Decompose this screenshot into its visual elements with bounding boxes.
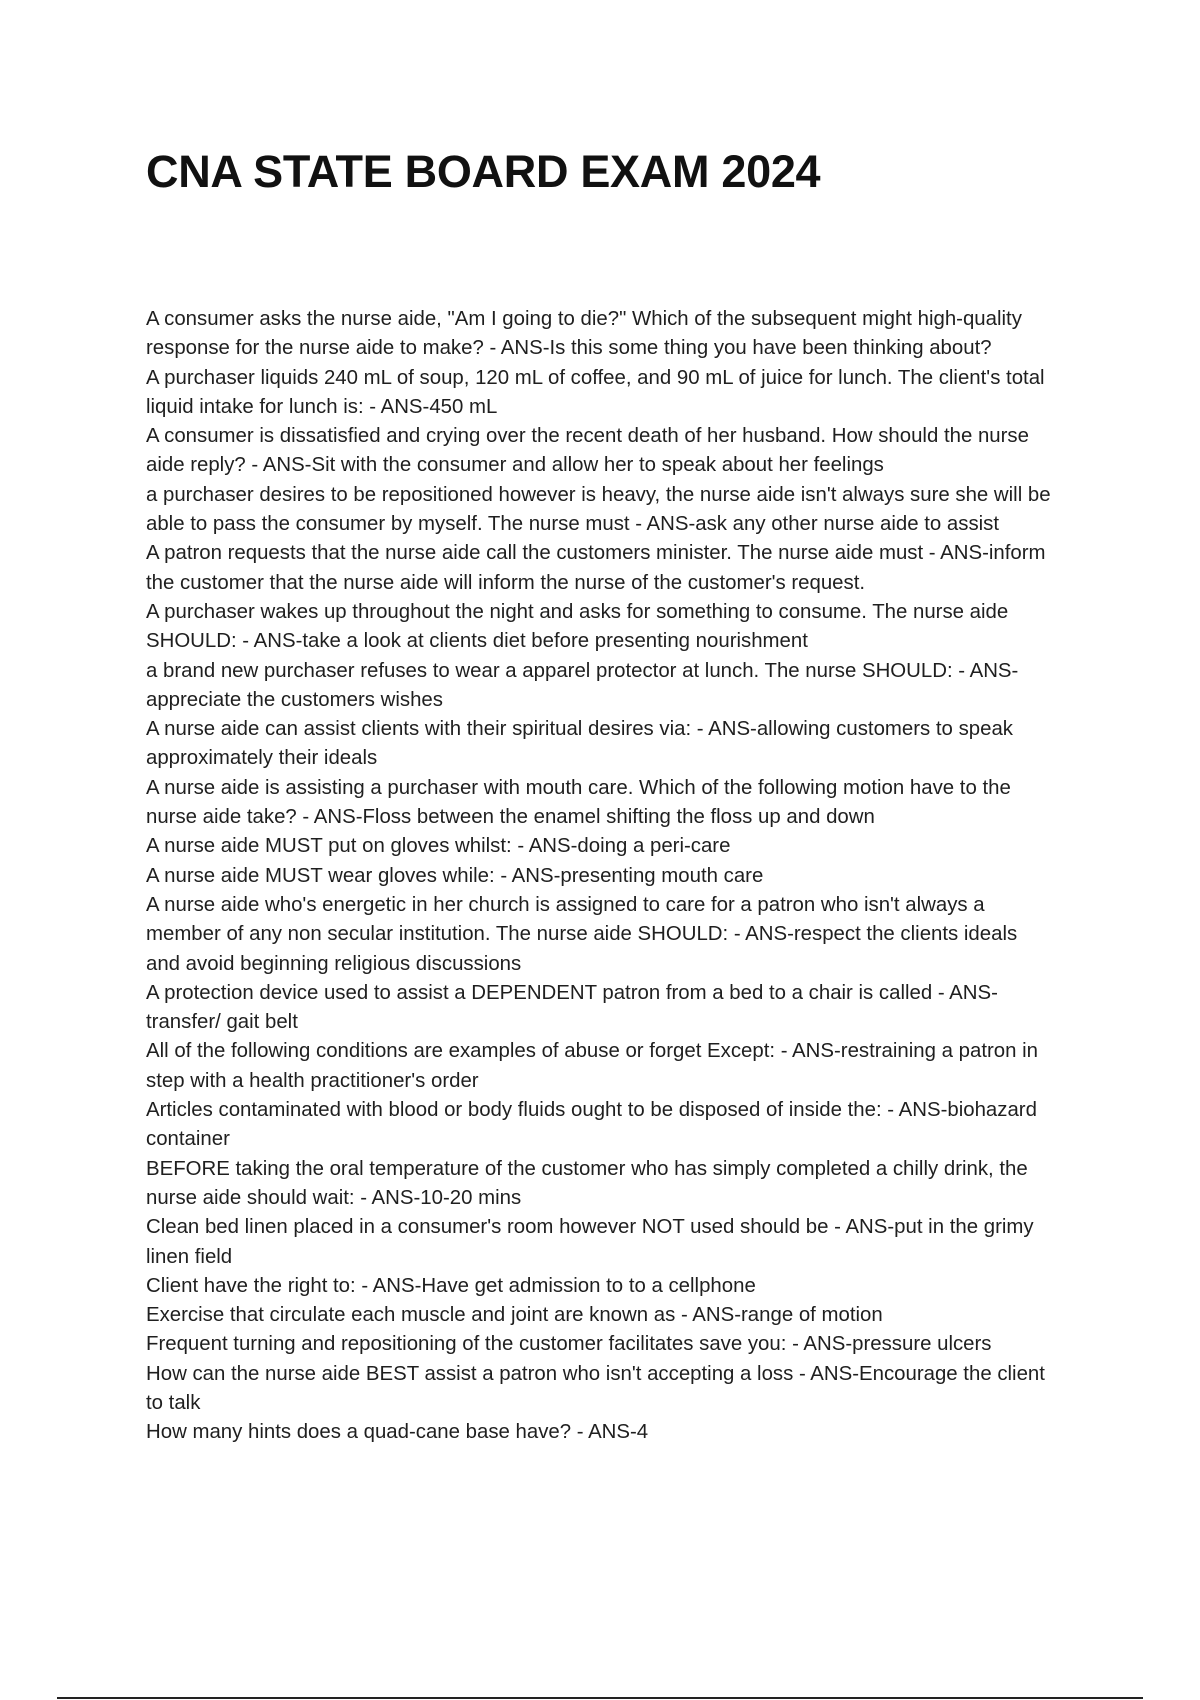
qa-item: a purchaser desires to be repositioned however is heavy, the nurse aide isn't always sure she will be able to pass the consumer by myself. The nurse must - ANS-ask any other nurse aide to assist [146, 483, 1051, 536]
qa-item: Articles contaminated with blood or body fluids ought to be disposed of inside the: - ANS-biohazard container [146, 1099, 1037, 1151]
qa-item: A consumer asks the nurse aide, "Am I going to die?" Which of the subsequent might high-quality response for the nurse aide to make? - ANS-Is this some thing you have been thinking about? [146, 308, 1022, 360]
page-bottom-rule [57, 1697, 1143, 1699]
qa-item: A nurse aide can assist clients with their spiritual desires via: - ANS-allowing customers to speak approximately their ideals [146, 718, 1013, 770]
qa-item: Frequent turning and repositioning of the customer facilitates save you: - ANS-pressure ulcers [146, 1333, 992, 1356]
page-title: CNA STATE BOARD EXAM 2024 [146, 146, 821, 197]
qa-item: Clean bed linen placed in a consumer's room however NOT used should be - ANS-put in the grimy linen field [146, 1216, 1034, 1268]
qa-item: a brand new purchaser refuses to wear a apparel protector at lunch. The nurse SHOULD: - ANS-appreciate the customers wishes [146, 659, 1019, 711]
qa-item: A purchaser liquids 240 mL of soup, 120 mL of coffee, and 90 mL of juice for lunch. The client's total liquid intake for lunch is: - ANS-450 mL [146, 366, 1045, 418]
qa-item: How many hints does a quad-cane base have? - ANS-4 [146, 1421, 649, 1444]
qa-list [146, 305, 1056, 1448]
qa-item: A protection device used to assist a DEPENDENT patron from a bed to a chair is called - ANS-transfer/ gait belt [146, 981, 998, 1034]
qa-item: A patron requests that the nurse aide call the customers minister. The nurse aide must - ANS-inform the customer that the nurse aide will inform the nurse of the customer's request. [146, 542, 1046, 594]
qa-item: A nurse aide MUST put on gloves whilst: - ANS-doing a peri-care [146, 835, 731, 858]
qa-item: A nurse aide who's energetic in her church is assigned to care for a patron who isn't always a member of any non secular institution. The nurse aide SHOULD: - ANS-respect the clients ideals and avoid beginning religious discussions [146, 893, 1018, 975]
qa-item: How can the nurse aide BEST assist a patron who isn't accepting a loss - ANS-Encourage the client to talk [146, 1362, 1045, 1414]
qa-item: A consumer is dissatisfied and crying over the recent death of her husband. How should the nurse aide reply? - ANS-Sit with the consumer and allow her to speak about her feelings [146, 425, 1029, 477]
qa-item: BEFORE taking the oral temperature of the customer who has simply completed a chilly drink, the nurse aide should wait: - ANS-10-20 mins [146, 1157, 1028, 1209]
qa-item: A nurse aide MUST wear gloves while: - ANS-presenting mouth care [146, 864, 764, 887]
qa-item: Exercise that circulate each muscle and joint are known as - ANS-range of motion [146, 1304, 883, 1327]
qa-item: A purchaser wakes up throughout the night and asks for something to consume. The nurse aide SHOULD: - ANS-take a look at clients diet before presenting nourishment [146, 600, 1009, 653]
qa-item: All of the following conditions are examples of abuse or forget Except: - ANS-restraining a patron in step with a health practitioner's order [146, 1040, 1039, 1092]
qa-item: A nurse aide is assisting a purchaser with mouth care. Which of the following motion have to the nurse aide take? - ANS-Floss between the enamel shifting the floss up and down [146, 776, 1011, 829]
qa-item: Client have the right to: - ANS-Have get admission to to a cellphone [146, 1274, 756, 1297]
